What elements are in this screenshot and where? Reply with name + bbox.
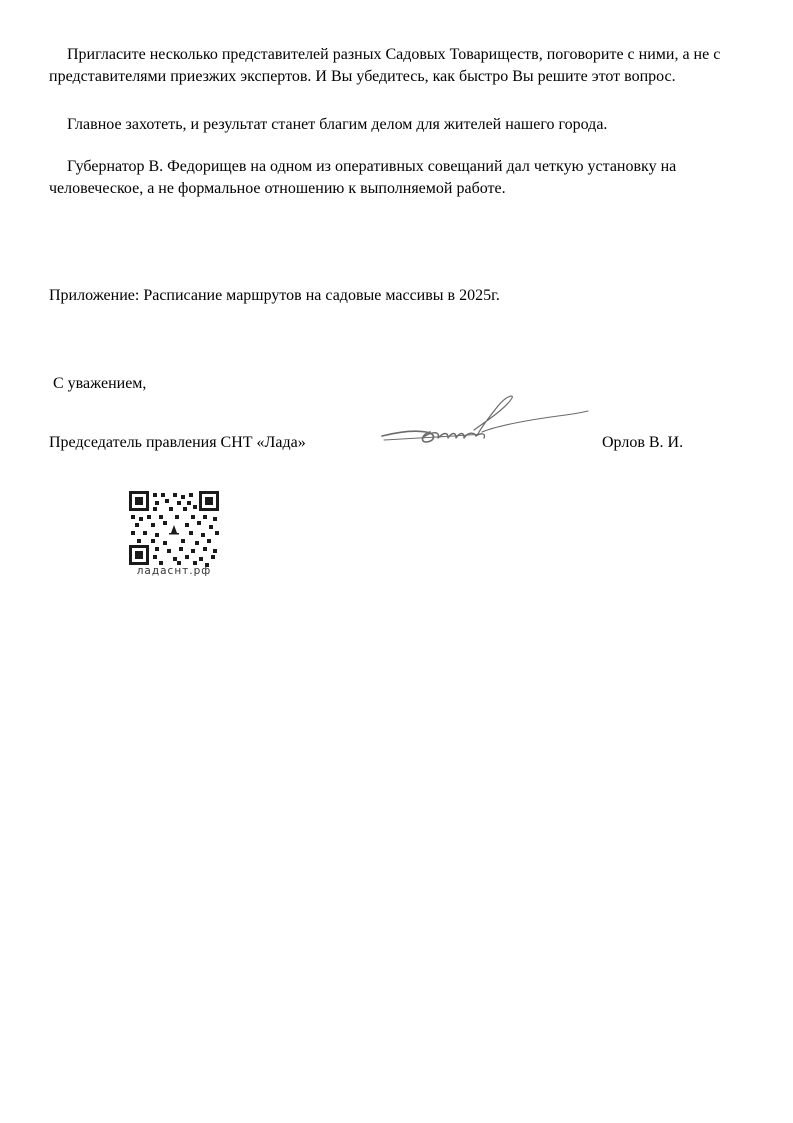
qr-caption: ладаснт.рф <box>136 565 212 577</box>
paragraph-main-goal: Главное захотеть, и результат станет благим делом для жителей нашего города. <box>67 116 608 133</box>
paragraph-invite-representatives: Пригласите несколько представителей разных Садовых Товариществ, поговорите с ними, а не с представителями приезжих экспертов. И Вы убедитесь, как быстро Вы решите этот вопрос. <box>49 46 721 85</box>
signatory-name: Орлов В. И. <box>602 434 684 451</box>
closing-salutation: С уважением, <box>53 375 147 392</box>
handwritten-signature <box>378 392 592 452</box>
paragraph-governor-instruction: Губернатор В. Федорищев на одном из оперативных совещаний дал четкую установку на человеческое, а не формальное отношению к выполняемой работе. <box>49 158 677 197</box>
attachment-line: Приложение: Расписание маршрутов на садовые массивы в 2025г. <box>49 287 500 304</box>
signatory-position: Председатель правления СНТ «Лада» <box>49 434 306 451</box>
